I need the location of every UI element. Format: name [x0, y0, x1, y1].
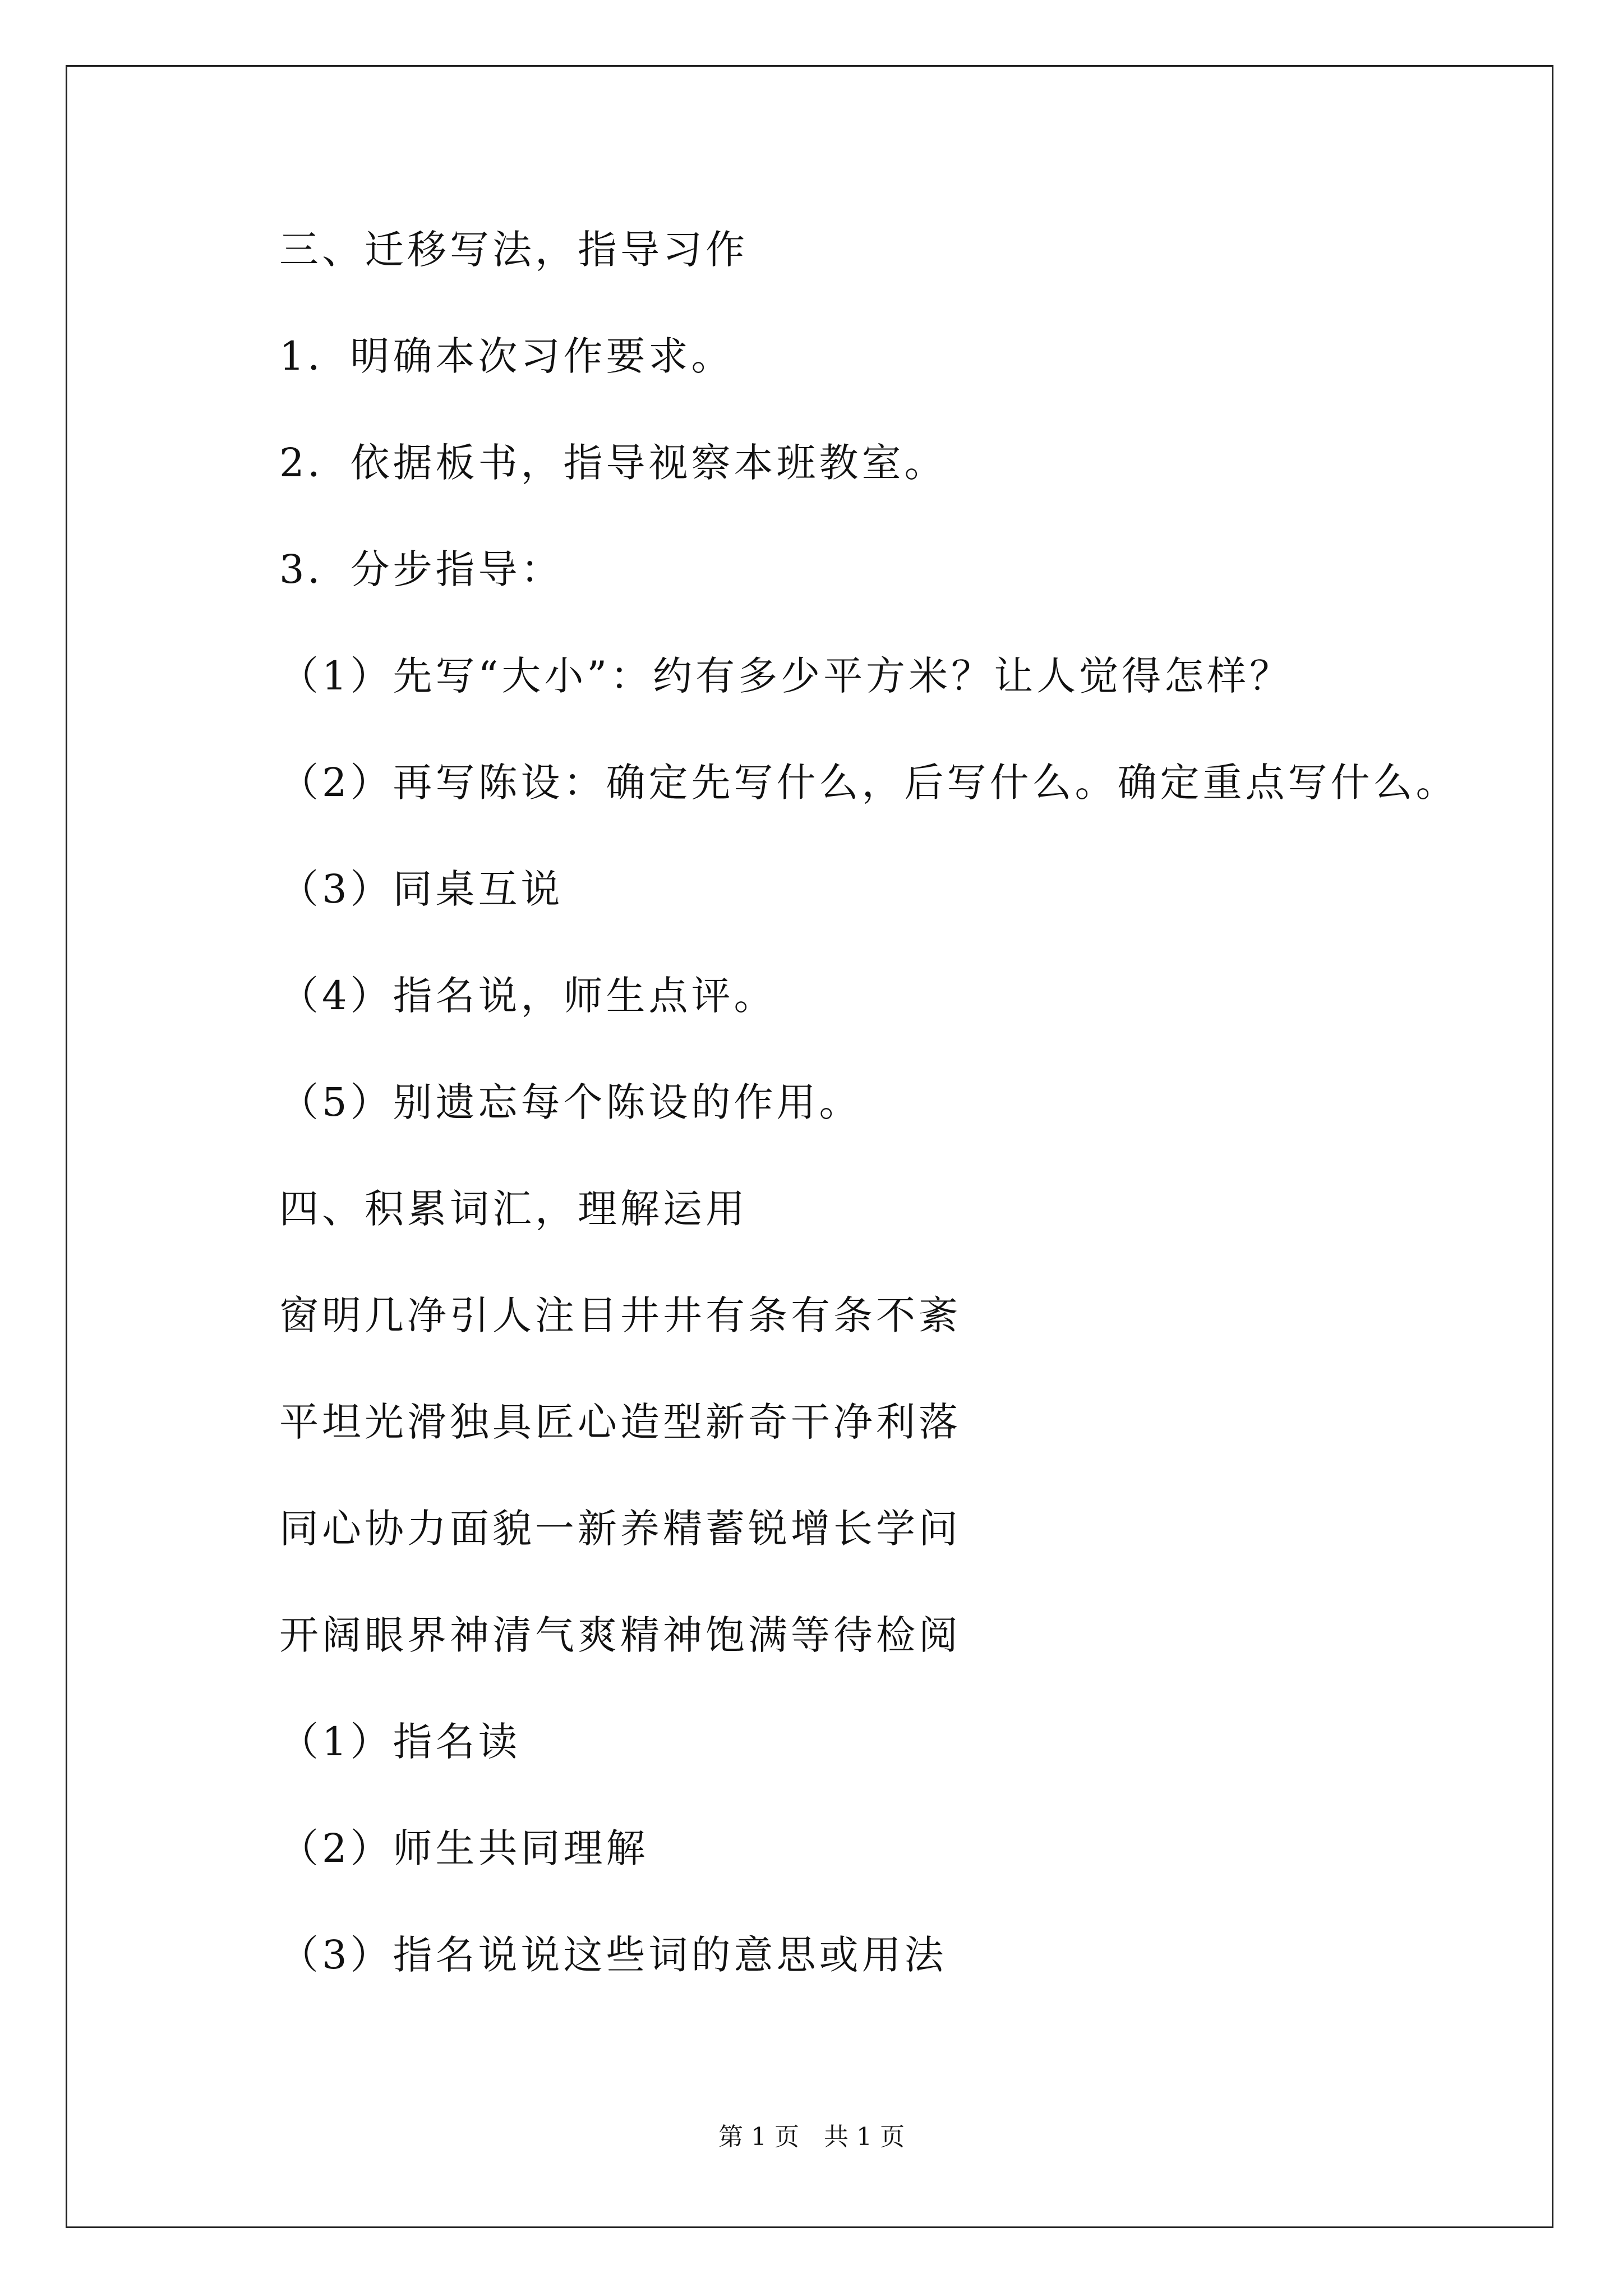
sub-list-item: （2）再写陈设：确定先写什么，后写什么。确定重点写什么。	[279, 760, 1459, 806]
sub-list-item: （2）师生共同理解	[279, 1825, 649, 1871]
section-heading-3: 三、迁移写法，指导习作	[279, 227, 748, 273]
sub-list-item: （4）指名说，师生点评。	[279, 973, 777, 1019]
vocab-line: 同心协力面貌一新养精蓄锐增长学问	[279, 1506, 961, 1552]
list-item: 2．依据板书，指导视察本班教室。	[279, 440, 947, 486]
vocab-line: 开阔眼界神清气爽精神饱满等待检阅	[279, 1612, 961, 1658]
sub-list-item: （5）别遗忘每个陈设的作用。	[279, 1079, 862, 1125]
vocab-line: 窗明几净引人注目井井有条有条不紊	[279, 1292, 961, 1338]
page-border	[66, 65, 1553, 2228]
sub-list-item: （1）先写“大小”：约有多少平方米？让人觉得怎样？	[279, 653, 1293, 699]
section-heading-4: 四、积累词汇，理解运用	[279, 1186, 748, 1232]
sub-list-item: （3）指名说说这些词的意思或用法	[279, 1932, 947, 1978]
list-item: 1．明确本次习作要求。	[279, 333, 734, 379]
sub-list-item: （3）同桌互说	[279, 866, 564, 912]
vocab-line: 平坦光滑独具匠心造型新奇干净利落	[279, 1399, 961, 1445]
list-item: 3．分步指导：	[279, 546, 564, 592]
sub-list-item: （1）指名读	[279, 1719, 521, 1765]
page-number-footer: 第 1 页 共 1 页	[718, 2123, 905, 2151]
